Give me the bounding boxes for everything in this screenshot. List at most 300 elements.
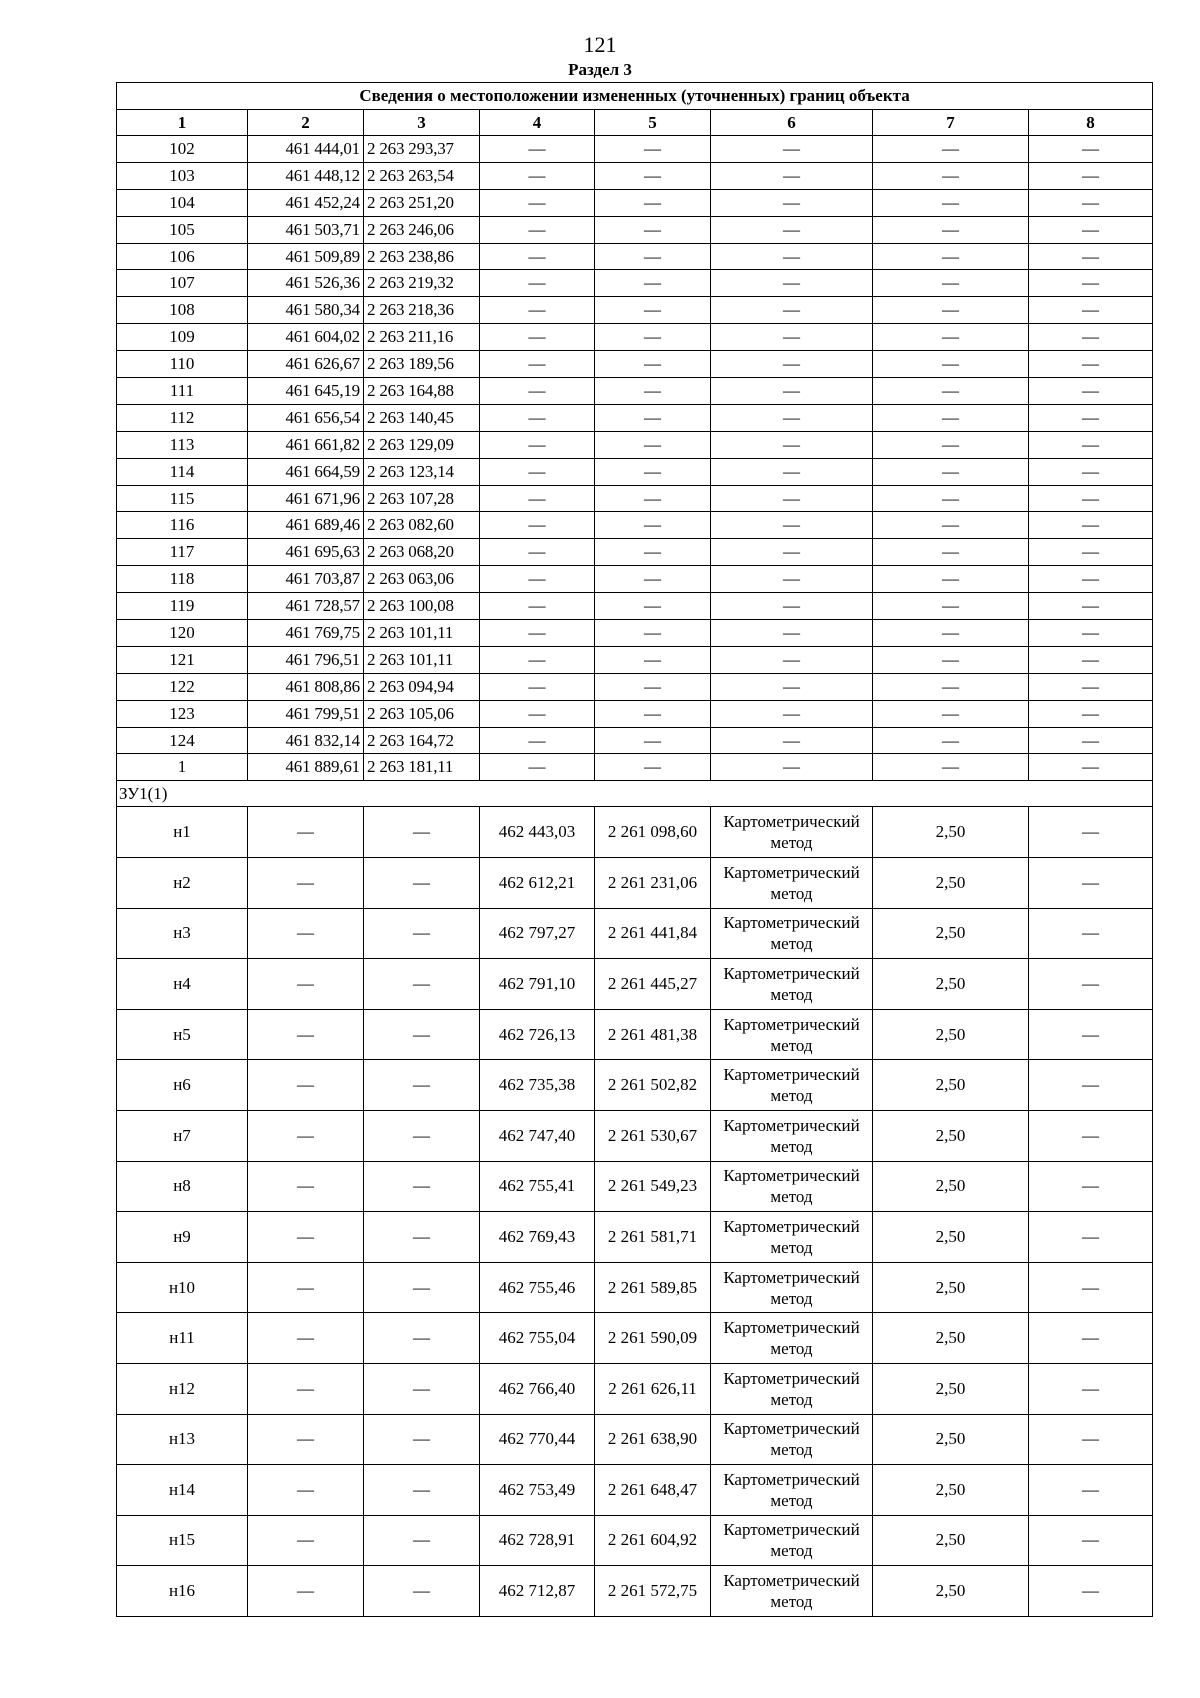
table-cell: — xyxy=(873,620,1029,647)
table-cell: 461 799,51 xyxy=(248,700,364,727)
table-cell: — xyxy=(1029,754,1153,781)
table-cell: — xyxy=(364,1212,480,1263)
table-cell: 462 755,46 xyxy=(480,1262,595,1313)
table-cell: 461 689,46 xyxy=(248,512,364,539)
table-cell: 1 xyxy=(117,754,248,781)
table-cell: Картометрический метод xyxy=(711,1313,873,1364)
table-cell: — xyxy=(248,1212,364,1263)
table-row xyxy=(117,1566,1153,1617)
table-cell: Картометрический метод xyxy=(711,1414,873,1465)
table-cell: Картометрический метод xyxy=(711,1515,873,1566)
table-cell: 2 263 246,06 xyxy=(364,216,480,243)
table-cell: — xyxy=(364,1161,480,1212)
table-cell: — xyxy=(248,1515,364,1566)
table-cell: — xyxy=(248,1414,364,1465)
table-cell: 2 261 098,60 xyxy=(595,807,711,858)
table-cell: 123 xyxy=(117,700,248,727)
table-cell: 461 604,02 xyxy=(248,324,364,351)
table-cell: — xyxy=(873,539,1029,566)
table-cell: 2 261 549,23 xyxy=(595,1161,711,1212)
table-cell: — xyxy=(364,1363,480,1414)
table-cell: Картометрический метод xyxy=(711,807,873,858)
table-cell: — xyxy=(1029,1363,1153,1414)
table-cell: 2 263 063,06 xyxy=(364,566,480,593)
table-cell: — xyxy=(873,566,1029,593)
table-cell: — xyxy=(711,243,873,270)
table-row xyxy=(117,1414,1153,1465)
table-cell: 113 xyxy=(117,431,248,458)
table-cell: 461 526,36 xyxy=(248,270,364,297)
table-cell: 2 261 530,67 xyxy=(595,1110,711,1161)
table-cell: 2,50 xyxy=(873,1515,1029,1566)
table-cell: 2 261 589,85 xyxy=(595,1262,711,1313)
table-cell: — xyxy=(480,700,595,727)
table-cell: — xyxy=(1029,1515,1153,1566)
table-cell: — xyxy=(711,593,873,620)
table-cell: — xyxy=(711,512,873,539)
table-cell: — xyxy=(364,1515,480,1566)
table-cell: — xyxy=(595,593,711,620)
table-cell: 2 263 251,20 xyxy=(364,189,480,216)
table-cell: — xyxy=(873,324,1029,351)
table-cell: 2,50 xyxy=(873,959,1029,1010)
group-row xyxy=(117,781,1153,807)
table-cell: — xyxy=(711,270,873,297)
table-cell: — xyxy=(711,539,873,566)
table-row xyxy=(117,243,1153,270)
table-cell: — xyxy=(1029,727,1153,754)
table-cell: — xyxy=(480,754,595,781)
table-cell: — xyxy=(248,1161,364,1212)
table-cell: н7 xyxy=(117,1110,248,1161)
table-cell: 121 xyxy=(117,646,248,673)
table-cell: — xyxy=(873,593,1029,620)
table-cell: н13 xyxy=(117,1414,248,1465)
table-cell: 462 443,03 xyxy=(480,807,595,858)
table-row xyxy=(117,485,1153,512)
table-row xyxy=(117,431,1153,458)
table-cell: — xyxy=(364,1060,480,1111)
table-cell: 462 612,21 xyxy=(480,857,595,908)
table-cell: — xyxy=(711,324,873,351)
table-cell: — xyxy=(480,270,595,297)
table-cell: 2 263 211,16 xyxy=(364,324,480,351)
table-cell: — xyxy=(873,727,1029,754)
table-cell: 2,50 xyxy=(873,1566,1029,1617)
table-cell: 2 263 238,86 xyxy=(364,243,480,270)
table-cell: Картометрический метод xyxy=(711,1262,873,1313)
table-cell: 461 626,67 xyxy=(248,351,364,378)
table-cell: — xyxy=(873,754,1029,781)
table-cell: — xyxy=(711,351,873,378)
table-cell: 2 261 604,92 xyxy=(595,1515,711,1566)
table-cell: 461 452,24 xyxy=(248,189,364,216)
table-cell: 461 580,34 xyxy=(248,297,364,324)
table-cell: — xyxy=(480,458,595,485)
table-cell: 2 261 638,90 xyxy=(595,1414,711,1465)
column-header: 6 xyxy=(711,110,873,136)
table-cell: 461 728,57 xyxy=(248,593,364,620)
table-row xyxy=(117,700,1153,727)
table-cell: 461 796,51 xyxy=(248,646,364,673)
table-cell: 2 261 581,71 xyxy=(595,1212,711,1263)
table-cell: — xyxy=(1029,431,1153,458)
table-cell: 462 712,87 xyxy=(480,1566,595,1617)
table-cell: н9 xyxy=(117,1212,248,1263)
table-cell: — xyxy=(1029,959,1153,1010)
table-cell: 104 xyxy=(117,189,248,216)
table-cell: Картометрический метод xyxy=(711,1465,873,1516)
table-cell: — xyxy=(364,807,480,858)
table-row xyxy=(117,351,1153,378)
table-cell: — xyxy=(248,1363,364,1414)
table-cell: 112 xyxy=(117,404,248,431)
table-cell: — xyxy=(1029,378,1153,405)
table-cell: — xyxy=(1029,1212,1153,1263)
table-cell: — xyxy=(248,908,364,959)
table-cell: — xyxy=(1029,485,1153,512)
table-row xyxy=(117,959,1153,1010)
table-cell: 461 703,87 xyxy=(248,566,364,593)
table-cell: — xyxy=(873,351,1029,378)
table-cell: 462 747,40 xyxy=(480,1110,595,1161)
table-cell: — xyxy=(595,458,711,485)
table-cell: 2,50 xyxy=(873,1161,1029,1212)
table-cell: — xyxy=(1029,136,1153,163)
table-cell: — xyxy=(711,673,873,700)
table-cell: — xyxy=(1029,593,1153,620)
table-cell: — xyxy=(873,243,1029,270)
table-cell: — xyxy=(1029,857,1153,908)
table-row xyxy=(117,539,1153,566)
table-cell: 110 xyxy=(117,351,248,378)
table-cell: — xyxy=(873,270,1029,297)
table-cell: 2 261 481,38 xyxy=(595,1009,711,1060)
table-cell: 461 769,75 xyxy=(248,620,364,647)
table-cell: Картометрический метод xyxy=(711,1060,873,1111)
table-cell: — xyxy=(873,378,1029,405)
table-cell: — xyxy=(873,189,1029,216)
table-cell: — xyxy=(1029,1009,1153,1060)
table-cell: — xyxy=(595,620,711,647)
table-cell: 462 769,43 xyxy=(480,1212,595,1263)
table-cell: 461 661,82 xyxy=(248,431,364,458)
table-cell: 107 xyxy=(117,270,248,297)
table-cell: 461 645,19 xyxy=(248,378,364,405)
table-cell: 2 263 189,56 xyxy=(364,351,480,378)
table-cell: — xyxy=(873,216,1029,243)
table-body xyxy=(117,136,1153,1617)
table-cell: 2 261 231,06 xyxy=(595,857,711,908)
table-cell: — xyxy=(711,216,873,243)
table-cell: — xyxy=(1029,1161,1153,1212)
table-row xyxy=(117,620,1153,647)
table-cell: н2 xyxy=(117,857,248,908)
table-cell: 105 xyxy=(117,216,248,243)
column-header: 7 xyxy=(873,110,1029,136)
table-row xyxy=(117,189,1153,216)
table-cell: — xyxy=(1029,216,1153,243)
table-cell: 462 753,49 xyxy=(480,1465,595,1516)
table-row xyxy=(117,1009,1153,1060)
table-cell: — xyxy=(1029,162,1153,189)
table-cell: — xyxy=(1029,404,1153,431)
table-cell: 2 263 094,94 xyxy=(364,673,480,700)
table-row xyxy=(117,458,1153,485)
table-cell: 117 xyxy=(117,539,248,566)
table-cell: — xyxy=(595,431,711,458)
table-cell: 2 263 107,28 xyxy=(364,485,480,512)
table-cell: — xyxy=(595,297,711,324)
table-cell: — xyxy=(595,136,711,163)
table-cell: 461 671,96 xyxy=(248,485,364,512)
table-cell: — xyxy=(595,378,711,405)
table-cell: — xyxy=(480,431,595,458)
table-cell: 2 263 123,14 xyxy=(364,458,480,485)
table-cell: 2 263 164,72 xyxy=(364,727,480,754)
table-cell: — xyxy=(711,646,873,673)
table-cell: — xyxy=(480,162,595,189)
table-cell: — xyxy=(1029,270,1153,297)
table-row xyxy=(117,136,1153,163)
table-cell: н1 xyxy=(117,807,248,858)
table-row xyxy=(117,324,1153,351)
table-row xyxy=(117,593,1153,620)
table-cell: — xyxy=(711,136,873,163)
table-row xyxy=(117,646,1153,673)
table-cell: — xyxy=(595,512,711,539)
table-cell: — xyxy=(595,673,711,700)
table-cell: — xyxy=(248,807,364,858)
table-cell: Картометрический метод xyxy=(711,959,873,1010)
table-cell: 2,50 xyxy=(873,807,1029,858)
table-row xyxy=(117,378,1153,405)
table-cell: 2 263 101,11 xyxy=(364,646,480,673)
table-cell: — xyxy=(1029,908,1153,959)
table-cell: 461 444,01 xyxy=(248,136,364,163)
table-cell: — xyxy=(480,216,595,243)
table-cell: 2,50 xyxy=(873,1363,1029,1414)
table-cell: — xyxy=(711,727,873,754)
table-cell: 2 263 100,08 xyxy=(364,593,480,620)
table-cell: — xyxy=(595,727,711,754)
table-cell: — xyxy=(480,297,595,324)
table-row xyxy=(117,1161,1153,1212)
table-cell: — xyxy=(248,1262,364,1313)
column-header: 3 xyxy=(364,110,480,136)
table-cell: — xyxy=(873,404,1029,431)
table-cell: — xyxy=(364,1110,480,1161)
table-cell: — xyxy=(1029,1110,1153,1161)
table-cell: 462 770,44 xyxy=(480,1414,595,1465)
table-row xyxy=(117,857,1153,908)
boundary-coordinates-table xyxy=(116,82,1153,1617)
table-cell: — xyxy=(1029,1060,1153,1111)
table-cell: 2 263 218,36 xyxy=(364,297,480,324)
table-cell: 461 448,12 xyxy=(248,162,364,189)
table-cell: 462 728,91 xyxy=(480,1515,595,1566)
table-cell: 2 261 648,47 xyxy=(595,1465,711,1516)
table-cell: — xyxy=(248,959,364,1010)
table-cell: 114 xyxy=(117,458,248,485)
table-cell: 462 726,13 xyxy=(480,1009,595,1060)
table-row xyxy=(117,673,1153,700)
table-cell: 115 xyxy=(117,485,248,512)
table-cell: — xyxy=(248,1465,364,1516)
table-cell: 461 808,86 xyxy=(248,673,364,700)
table-cell: — xyxy=(1029,243,1153,270)
table-cell: 461 832,14 xyxy=(248,727,364,754)
table-cell: — xyxy=(1029,1414,1153,1465)
table-cell: н11 xyxy=(117,1313,248,1364)
table-cell: 120 xyxy=(117,620,248,647)
table-cell: — xyxy=(873,512,1029,539)
table-cell: — xyxy=(364,857,480,908)
table-row xyxy=(117,754,1153,781)
table-cell: — xyxy=(364,1414,480,1465)
table-cell: — xyxy=(480,539,595,566)
table-cell: — xyxy=(1029,512,1153,539)
table-row xyxy=(117,512,1153,539)
table-cell: — xyxy=(595,485,711,512)
table-cell: 108 xyxy=(117,297,248,324)
table-cell: — xyxy=(248,1060,364,1111)
column-header: 1 xyxy=(117,110,248,136)
table-cell: 461 664,59 xyxy=(248,458,364,485)
table-cell: — xyxy=(711,566,873,593)
table-cell: — xyxy=(873,673,1029,700)
table-cell: — xyxy=(480,378,595,405)
table-row xyxy=(117,1313,1153,1364)
table-cell: — xyxy=(873,136,1029,163)
table-cell: Картометрический метод xyxy=(711,857,873,908)
table-cell: — xyxy=(873,297,1029,324)
table-cell: 116 xyxy=(117,512,248,539)
table-cell: — xyxy=(480,727,595,754)
table-cell: 2 263 068,20 xyxy=(364,539,480,566)
table-row xyxy=(117,1212,1153,1263)
table-cell: — xyxy=(480,566,595,593)
table-cell: 2,50 xyxy=(873,1212,1029,1263)
column-header-row xyxy=(117,110,1153,136)
table-cell: 2 261 626,11 xyxy=(595,1363,711,1414)
table-row xyxy=(117,270,1153,297)
table-cell: Картометрический метод xyxy=(711,1566,873,1617)
table-cell: — xyxy=(364,1566,480,1617)
table-cell: 2 261 590,09 xyxy=(595,1313,711,1364)
table-cell: — xyxy=(480,351,595,378)
table-cell: 118 xyxy=(117,566,248,593)
table-cell: — xyxy=(595,243,711,270)
table-row xyxy=(117,216,1153,243)
table-cell: — xyxy=(873,431,1029,458)
table-cell: 2,50 xyxy=(873,908,1029,959)
table-cell: 2 263 164,88 xyxy=(364,378,480,405)
table-cell: — xyxy=(364,1313,480,1364)
table-cell: 2 263 140,45 xyxy=(364,404,480,431)
table-cell: — xyxy=(480,485,595,512)
table-cell: — xyxy=(1029,189,1153,216)
table-cell: — xyxy=(873,700,1029,727)
table-row xyxy=(117,1363,1153,1414)
table-cell: н5 xyxy=(117,1009,248,1060)
table-cell: 119 xyxy=(117,593,248,620)
table-cell: — xyxy=(1029,566,1153,593)
table-cell: — xyxy=(480,512,595,539)
table-cell: — xyxy=(595,189,711,216)
table-cell: — xyxy=(711,378,873,405)
table-cell: — xyxy=(480,136,595,163)
table-cell: 2 263 129,09 xyxy=(364,431,480,458)
table-cell: — xyxy=(1029,324,1153,351)
table-cell: — xyxy=(711,620,873,647)
table-cell: 2,50 xyxy=(873,1110,1029,1161)
table-cell: 461 695,63 xyxy=(248,539,364,566)
table-cell: 2 263 101,11 xyxy=(364,620,480,647)
table-cell: — xyxy=(1029,1465,1153,1516)
table-row xyxy=(117,162,1153,189)
table-cell: — xyxy=(595,216,711,243)
table-row xyxy=(117,1465,1153,1516)
table-cell: — xyxy=(595,646,711,673)
table-cell: н16 xyxy=(117,1566,248,1617)
table-cell: 2 263 293,37 xyxy=(364,136,480,163)
table-cell: — xyxy=(711,297,873,324)
group-label: ЗУ1(1) xyxy=(117,781,1153,807)
table-cell: — xyxy=(711,458,873,485)
table-cell: 111 xyxy=(117,378,248,405)
table-caption: Сведения о местоположении измененных (уточненных) границ объекта xyxy=(117,83,1153,110)
table-cell: Картометрический метод xyxy=(711,1110,873,1161)
table-row xyxy=(117,727,1153,754)
table-cell: — xyxy=(595,539,711,566)
table-cell: 2 261 502,82 xyxy=(595,1060,711,1111)
table-cell: н10 xyxy=(117,1262,248,1313)
table-cell: 462 735,38 xyxy=(480,1060,595,1111)
table-cell: — xyxy=(480,646,595,673)
table-cell: — xyxy=(480,620,595,647)
table-cell: н3 xyxy=(117,908,248,959)
column-header: 5 xyxy=(595,110,711,136)
table-cell: — xyxy=(595,270,711,297)
table-cell: 2,50 xyxy=(873,1009,1029,1060)
table-cell: — xyxy=(1029,539,1153,566)
table-cell: — xyxy=(873,458,1029,485)
table-cell: 102 xyxy=(117,136,248,163)
table-row xyxy=(117,404,1153,431)
table-cell: н8 xyxy=(117,1161,248,1212)
table-cell: 103 xyxy=(117,162,248,189)
table-cell: — xyxy=(480,324,595,351)
table-cell: — xyxy=(711,754,873,781)
table-cell: — xyxy=(711,189,873,216)
table-cell: 2 263 263,54 xyxy=(364,162,480,189)
table-cell: 106 xyxy=(117,243,248,270)
table-cell: — xyxy=(364,908,480,959)
table-cell: — xyxy=(873,646,1029,673)
table-cell: 2 263 105,06 xyxy=(364,700,480,727)
table-cell: — xyxy=(248,857,364,908)
table-cell: — xyxy=(1029,1313,1153,1364)
table-cell: 2 263 219,32 xyxy=(364,270,480,297)
table-cell: 109 xyxy=(117,324,248,351)
table-cell: 2 263 082,60 xyxy=(364,512,480,539)
table-cell: — xyxy=(873,162,1029,189)
table-cell: — xyxy=(1029,646,1153,673)
table-cell: — xyxy=(711,162,873,189)
table-cell: — xyxy=(595,700,711,727)
table-cell: 461 656,54 xyxy=(248,404,364,431)
